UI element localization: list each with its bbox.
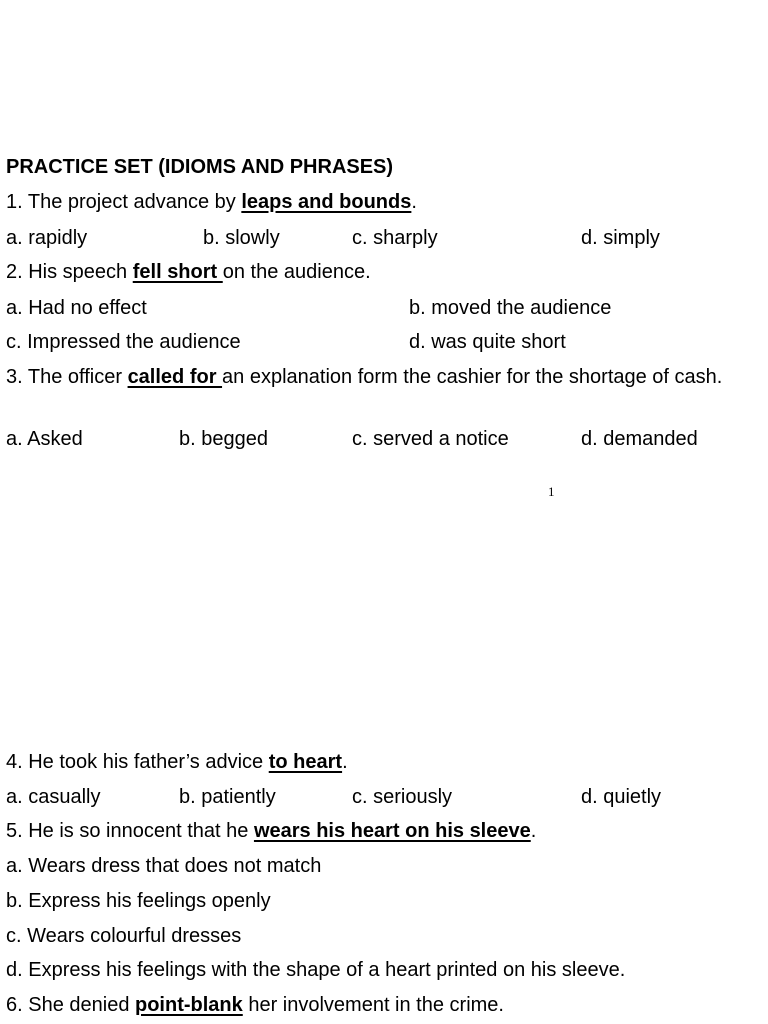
question-text: .	[411, 191, 417, 213]
idiom-phrase: fell short	[132, 261, 223, 283]
idiom-phrase: leaps and bounds	[241, 191, 412, 213]
option-a: a. Wears dress that does not match	[6, 855, 322, 877]
question-text: an explanation form the cashier for the shortage of cash.	[222, 366, 723, 388]
option-d: d. Express his feelings with the shape of a heart printed on his sleeve.	[6, 959, 626, 981]
page-title: PRACTICE SET (IDIOMS AND PHRASES)	[6, 156, 394, 178]
question-2	[6, 259, 371, 285]
question-text: .	[530, 820, 537, 842]
question-text: 3. The officer	[6, 366, 128, 388]
option-a: a. rapidly	[6, 227, 88, 249]
option-a: a. Had no effect	[6, 297, 147, 319]
option-b: b. Express his feelings openly	[6, 890, 271, 912]
question-text: on the audience.	[222, 261, 371, 283]
option-c: c. served a notice	[352, 428, 509, 450]
question-4	[6, 749, 348, 775]
option-d: d. simply	[581, 227, 660, 249]
option-c: c. Impressed the audience	[6, 331, 241, 353]
option-a: a. Asked	[6, 428, 83, 450]
option-c: c. seriously	[352, 786, 453, 808]
option-b: b. patiently	[179, 786, 276, 808]
option-b: b. begged	[179, 428, 268, 450]
question-text: 1. The project advance by	[6, 191, 242, 213]
option-a: a. casually	[6, 786, 101, 808]
option-b: b. slowly	[203, 227, 280, 249]
option-d: d. quietly	[581, 786, 662, 808]
page-number: 1	[548, 484, 555, 499]
option-d: d. was quite short	[409, 331, 566, 353]
question-text: 4. He took his father’s advice	[6, 751, 269, 773]
idiom-phrase: to heart	[268, 751, 343, 773]
question-text: 5. He is so innocent that he	[6, 820, 254, 842]
idiom-phrase: point-blank	[135, 994, 243, 1016]
question-text: her involvement in the crime.	[242, 994, 504, 1016]
question-1	[6, 189, 417, 215]
idiom-phrase: wears his heart on his sleeve	[253, 820, 531, 842]
option-c: c. sharply	[352, 227, 438, 249]
question-text: 2. His speech	[6, 261, 133, 283]
question-text: 6. She denied	[6, 994, 135, 1016]
option-d: d. demanded	[581, 428, 698, 450]
option-c: c. Wears colourful dresses	[6, 925, 242, 947]
question-5	[6, 818, 536, 844]
idiom-phrase: called for	[127, 366, 223, 388]
question-6	[6, 992, 504, 1018]
question-3	[6, 364, 760, 391]
question-text: .	[342, 751, 348, 773]
option-b: b. moved the audience	[409, 297, 612, 319]
